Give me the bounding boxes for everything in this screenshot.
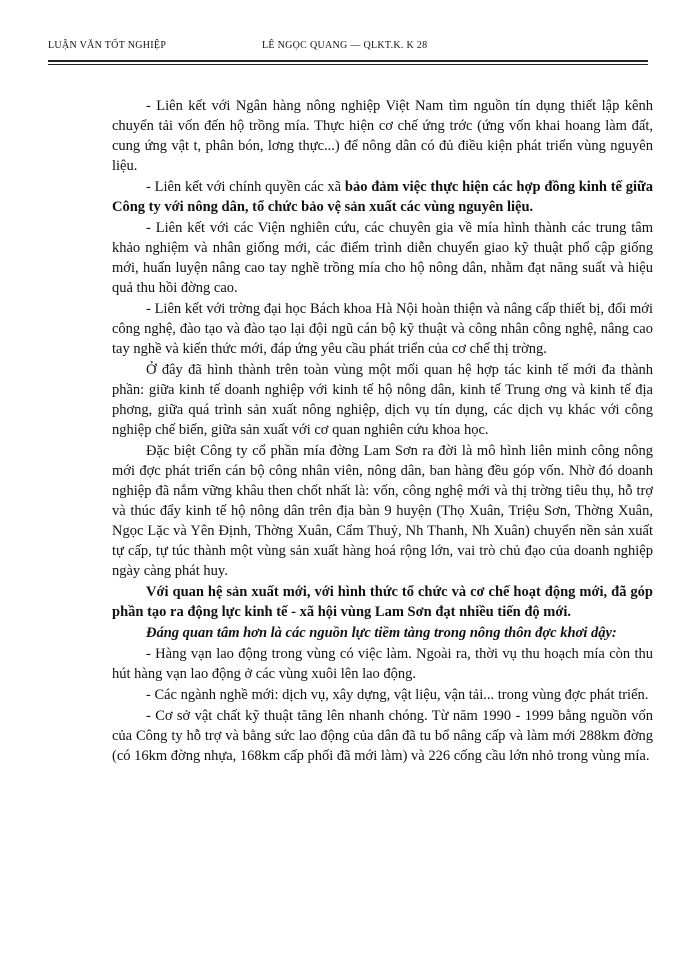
paragraph-text: - Các ngành nghề mới: dịch vụ, xây dựng, vật liệu, vận tải... trong vùng đợc phát triển. [146, 687, 649, 703]
header-left-title: LUẬN VĂN TỐT NGHIỆP [48, 40, 167, 51]
paragraph-text: - Liên kết với trờng đại học Bách khoa Hà Nội hoàn thiện và nâng cấp thiết bị, đổi mới công nghệ, đào tạo và đào tạo lại đội ngũ cán bộ kỹ thuật và công nhân công nghệ, nâng cao tay nghề và kiến thức mới, đáp ứng yêu cầu phát triển của cơ chế thị trờng. [112, 301, 653, 357]
paragraph-text: - Cơ sở vật chất kỹ thuật tăng lên nhanh chóng. Từ năm 1990 - 1999 bằng nguồn vốn của Công ty hỗ trợ và bằng sức lao động của dân đã tu bổ nâng cấp và làm mới 288km đờng (có 16km đờng nhựa, 168km cấp phối đã mới làm) và 226 cống cầu lớn nhỏ trong vùng mía. [112, 708, 653, 764]
paragraph-bold-text: Với quan hệ sản xuất mới, với hình thức tổ chức và cơ chế hoạt động mới, đã góp phần tạo ra động lực kinh tế - xã hội vùng Lam Sơn đạt nhiều tiến độ mới. [112, 584, 653, 620]
paragraph-bold-italic-text: Đáng quan tâm hơn là các nguồn lực tiềm tàng trong nông thôn đợc khơi dậy: [146, 625, 617, 641]
document-body [112, 96, 653, 767]
paragraph [112, 706, 653, 766]
paragraph [112, 441, 653, 581]
paragraph-text: - Hàng vạn lao động trong vùng có việc làm. Ngoài ra, thời vụ thu hoạch mía còn thu hút hàng vạn lao động ở các vùng xuôi lên lao động. [112, 646, 653, 682]
header-rule [48, 60, 648, 62]
paragraph-text: - Liên kết với Ngân hàng nông nghiệp Việt Nam tìm nguồn tín dụng thiết lập kênh chuyển tải vốn đến hộ trồng mía. Thực hiện cơ chế ứng trớc (ứng vốn khai hoang làm đất, cung ứng vật t, phân bón, lơng thực...) để nông dân có đủ điều kiện phát triển vùng nguyên liệu. [112, 98, 653, 174]
paragraph [112, 360, 653, 440]
paragraph [112, 177, 653, 217]
paragraph-text: - Liên kết với chính quyền các xã [146, 179, 345, 195]
paragraph [112, 644, 653, 684]
paragraph-text: - Liên kết với các Viện nghiên cứu, các chuyên gia về mía hình thành các trung tâm khảo nghiệm và nhân giống mới, các điểm trình diễn chuyển giao kỹ thuật phổ cập giống mới, huấn luyện nâng cao tay nghề trồng mía cho hộ nông dân, nhằm đạt năng suất và hiệu quả thu hồi đờng cao. [112, 220, 653, 296]
paragraph [112, 96, 653, 176]
paragraph-bold-text: bảo đảm việc thực hiện các hợp đồng kinh tế giữa Công ty với nông dân, tổ chức bảo vệ sản xuất các vùng nguyên liệu. [112, 179, 653, 215]
paragraph [112, 685, 653, 705]
paragraph-text: Ở đây đã hình thành trên toàn vùng một mối quan hệ hợp tác kinh tế mới đa thành phần: giữa kinh tế doanh nghiệp với kinh tế hộ nông dân, kinh tế Trung ơng và kinh tế địa phơng, giữa quá trình sản xuất nông nghiệp, dịch vụ tín dụng, các dịch vụ khác với công nghiệp chế biến, giữa sản xuất với cơ quan nghiên cứu khoa học. [112, 362, 653, 438]
header-author: LÊ NGỌC QUANG — QLKT.K. K 28 [262, 40, 428, 51]
paragraph [112, 299, 653, 359]
paragraph [112, 218, 653, 298]
paragraph [112, 582, 653, 622]
paragraph [112, 623, 653, 643]
header-rule-thin [48, 64, 648, 65]
paragraph-text: Đặc biệt Công ty cổ phần mía đờng Lam Sơn ra đời là mô hình liên minh công nông mới đợc phát triển cán bộ công nhân viên, nông dân, ban hàng đều góp vốn. Nhờ đó doanh nghiệp đã nắm vững khâu then chốt nhất là: vốn, công nghệ mới và thị trờng tiêu thụ, hỗ trợ và thúc đẩy kinh tế hộ nông dân trên địa bàn 9 huyện (Thọ Xuân, Triệu Sơn, Thờng Xuân, Ngọc Lặc và Yên Định, Thờng Xuân, Cẩm Thuỷ, Nh Thanh, Nh Xuân) chuyển nền sản xuất tự cấp, tự túc thành một vùng sản xuất hàng hoá rộng lớn, vai trò chủ đạo của doanh nghiệp ngày càng phát huy. [112, 443, 653, 579]
